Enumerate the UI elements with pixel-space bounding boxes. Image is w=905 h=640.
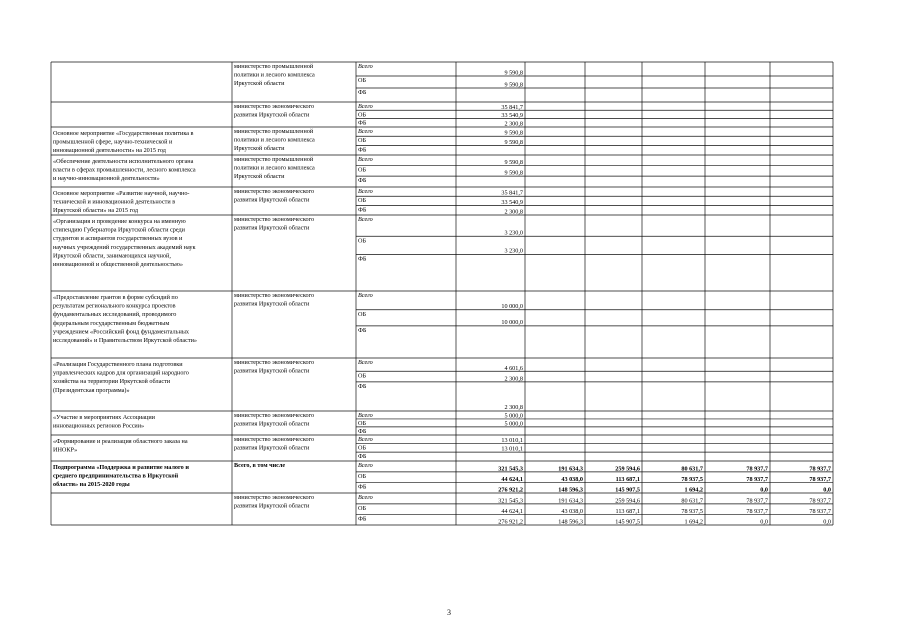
- amount-cell: 9 590,8: [504, 129, 523, 137]
- amount-cell: 321 545,3: [498, 497, 523, 505]
- executor-name: Иркутской области: [234, 80, 285, 88]
- amount-cell: 78 937,7: [746, 475, 768, 483]
- amount-cell: 5 000,0: [504, 412, 523, 420]
- amount-cell: 2 300,8: [504, 120, 523, 128]
- measure-name: Иркутской области» на 2015 год: [53, 207, 139, 215]
- amount-cell: 145 907,5: [615, 518, 640, 526]
- funding-source-label: ФБ: [358, 427, 367, 435]
- amount-cell: 78 937,7: [746, 497, 768, 505]
- measure-name: «Участие в мероприятиях Ассоциации: [53, 414, 155, 421]
- amount-cell: 78 937,5: [681, 475, 703, 483]
- funding-source-label: ФБ: [358, 206, 367, 214]
- funding-source-label: ФБ: [358, 483, 367, 491]
- executor-name: министерство промышленной: [234, 156, 314, 163]
- executor-name: министерство промышленной: [234, 128, 314, 135]
- funding-source-label: ФБ: [358, 515, 367, 523]
- amount-cell: 78 937,5: [681, 507, 703, 515]
- executor-name: политики и лесного комплекса: [234, 136, 315, 144]
- funding-source-label: ОБ: [358, 197, 367, 205]
- funding-source-label: ОБ: [358, 237, 367, 245]
- amount-cell: 148 596,3: [558, 486, 583, 494]
- amount-cell: 1 694,2: [684, 486, 703, 494]
- funding-source-label: ФБ: [358, 146, 367, 154]
- amount-cell: 78 937,7: [746, 465, 768, 473]
- amount-cell: 0,0: [760, 518, 768, 526]
- executor-name: министерство экономического: [234, 216, 315, 223]
- amount-cell: 113 687,1: [615, 475, 640, 483]
- measure-name: федеральным государственным бюджетным: [53, 319, 170, 327]
- executor-name: развития Иркутской области: [234, 420, 310, 428]
- amount-cell: 113 687,1: [615, 507, 640, 515]
- executor-name: министерство экономического: [234, 436, 315, 443]
- amount-cell: 3 230,0: [504, 229, 523, 237]
- amount-cell: 33 540,9: [501, 198, 523, 206]
- amount-cell: 0,0: [823, 486, 831, 494]
- amount-cell: 80 631,7: [681, 497, 703, 505]
- measure-name: студентов и аспирантов государственных вузов и: [53, 235, 183, 243]
- funding-source-label: ОБ: [358, 472, 367, 480]
- executor-name: министерство промышленной: [234, 63, 314, 70]
- measure-name: исследований» и Правительством Иркутской области»: [53, 337, 198, 344]
- amount-cell: 276 921,2: [498, 486, 523, 494]
- executor-name: министерство экономического: [234, 292, 315, 299]
- executor-name: развития Иркутской области: [234, 444, 310, 452]
- funding-source-label: Всего: [358, 462, 373, 469]
- measure-name: ИНОКР»: [53, 446, 78, 454]
- amount-cell: 0,0: [823, 518, 831, 526]
- funding-source-label: ФБ: [358, 326, 367, 334]
- amount-cell: 259 594,6: [615, 497, 640, 505]
- executor-name: развития Иркутской области: [234, 224, 310, 232]
- amount-cell: 191 634,3: [558, 465, 583, 473]
- measure-name: Иркутской области, занимающихся научной,: [53, 252, 171, 260]
- amount-cell: 13 010,1: [501, 445, 523, 453]
- executor-name: министерство экономического: [234, 103, 315, 110]
- funding-source-label: ФБ: [358, 255, 367, 263]
- amount-cell: 9 590,8: [504, 169, 523, 177]
- funding-source-label: Всего: [358, 156, 373, 163]
- amount-cell: 148 596,3: [558, 518, 583, 526]
- measure-name: (Президентская программа)»: [53, 386, 130, 394]
- amount-cell: 35 841,7: [501, 103, 523, 111]
- measure-name: и научно-инновационной деятельности»: [53, 175, 160, 183]
- funding-source-label: Всего: [358, 359, 373, 366]
- executor-name: Иркутской области: [234, 145, 285, 153]
- amount-cell: 0,0: [760, 486, 768, 494]
- executor-name: развития Иркутской области: [234, 300, 310, 308]
- funding-source-label: Всего: [358, 128, 373, 135]
- funding-source-label: ОБ: [358, 137, 367, 145]
- executor-name: министерство экономического: [234, 412, 315, 419]
- amount-cell: 9 590,8: [504, 138, 523, 146]
- amount-cell: 2 300,8: [504, 208, 523, 216]
- amount-cell: 259 594,6: [615, 465, 640, 473]
- executor-name: политики и лесного комплекса: [234, 164, 315, 172]
- funding-source-label: ОБ: [358, 111, 367, 119]
- funding-source-label: Всего: [358, 63, 373, 70]
- measure-name: учреждением «Российский фонд фундаментальных: [53, 328, 190, 336]
- funding-source-label: ФБ: [358, 382, 367, 390]
- amount-cell: 35 841,7: [501, 189, 523, 197]
- measure-name: научных учреждений государственных академий наук: [53, 243, 196, 251]
- amount-cell: 78 937,7: [809, 465, 831, 473]
- measure-name: Основное мероприятие «Государственная политика в: [53, 130, 194, 137]
- measure-name: Основное мероприятие «Развитие научной, научно-: [53, 190, 190, 197]
- measure-name: «Обеспечение деятельности исполнительного органа: [53, 158, 194, 165]
- amount-cell: 43 038,0: [561, 507, 583, 515]
- amount-cell: 1 694,2: [684, 518, 703, 526]
- measure-name: стипендию Губернатора Иркутской области среди: [53, 226, 185, 234]
- amount-cell: 78 937,7: [809, 507, 831, 515]
- funding-source-label: ОБ: [358, 372, 367, 380]
- amount-cell: 191 634,3: [558, 497, 583, 505]
- executor-name: Иркутской области: [234, 173, 285, 181]
- amount-cell: 78 937,7: [809, 475, 831, 483]
- funding-source-label: ФБ: [358, 177, 367, 185]
- measure-name: инновационной деятельности» на 2015 год: [53, 147, 166, 155]
- amount-cell: 145 907,5: [615, 486, 640, 494]
- funding-source-label: Всего: [358, 412, 373, 419]
- measure-name: инновационной и общественной деятельностью»: [53, 261, 183, 268]
- funding-source-label: Всего: [358, 216, 373, 223]
- measure-name: «Организация и проведение конкурса на именную: [53, 218, 186, 225]
- amount-cell: 10 000,0: [501, 302, 523, 310]
- measure-name: области» на 2015-2020 годы: [53, 481, 130, 489]
- amount-cell: 44 624,1: [501, 475, 523, 483]
- executor-name: развития Иркутской области: [234, 502, 310, 510]
- executor-name: министерство экономического: [234, 494, 315, 501]
- amount-cell: 44 624,1: [501, 507, 523, 515]
- amount-cell: 3 230,0: [504, 247, 523, 255]
- funding-source-label: ФБ: [358, 453, 367, 461]
- amount-cell: 33 540,9: [501, 112, 523, 119]
- amount-cell: 9 590,8: [504, 69, 523, 77]
- measure-name: фундаментальных исследований, проводимого: [53, 311, 177, 319]
- executor-name: развития Иркутской области: [234, 367, 310, 375]
- amount-cell: 4 601,6: [504, 364, 523, 372]
- amount-cell: 10 000,0: [501, 318, 523, 326]
- executor-name: развития Иркутской области: [234, 111, 310, 119]
- amount-cell: 80 631,7: [681, 465, 703, 473]
- funding-source-label: Всего: [358, 103, 373, 110]
- executor-name: Всего, в том числе: [234, 462, 286, 469]
- measure-name: промышленной сфере, научно-технической и: [53, 138, 173, 146]
- funding-source-label: Всего: [358, 494, 373, 501]
- funding-source-label: Всего: [358, 188, 373, 195]
- funding-source-label: ОБ: [358, 310, 367, 318]
- measure-name: управленческих кадров для организаций народного: [53, 369, 189, 377]
- funding-source-label: ОБ: [358, 419, 367, 427]
- amount-cell: 5 000,0: [504, 420, 523, 428]
- funding-source-label: Всего: [358, 292, 373, 299]
- executor-name: министерство экономического: [234, 188, 315, 195]
- amount-cell: 78 937,7: [746, 507, 768, 515]
- amount-cell: 2 300,8: [504, 404, 523, 411]
- amount-cell: 321 545,3: [498, 465, 523, 473]
- amount-cell: 43 038,0: [561, 475, 583, 483]
- funding-source-label: ОБ: [358, 77, 367, 84]
- amount-cell: 78 937,7: [809, 497, 831, 505]
- measure-name: технической и инновационной деятельности в: [53, 198, 176, 206]
- amount-cell: 9 590,8: [504, 159, 523, 167]
- funding-source-label: Всего: [358, 436, 373, 443]
- funding-source-label: ФБ: [358, 89, 367, 96]
- measure-name: «Предоставление грантов в форме субсидий по: [53, 294, 178, 301]
- measure-name: Подпрограмма «Поддержка и развитие малого и: [53, 464, 189, 471]
- funding-source-label: ОБ: [358, 444, 367, 452]
- amount-cell: 9 590,8: [504, 81, 523, 89]
- funding-source-label: ОБ: [358, 166, 367, 174]
- measure-name: среднего предпринимательства в Иркутской: [53, 472, 179, 480]
- funding-source-label: ФБ: [358, 119, 367, 127]
- measure-name: власти в сферах промышленности, лесного комплекса: [53, 166, 196, 174]
- measure-name: «Формирование и реализация областного заказа на: [53, 438, 188, 445]
- page-number: 3: [447, 608, 451, 617]
- measure-name: инновационных регионов России»: [53, 422, 145, 430]
- measure-name: хозяйства на территории Иркутской области: [53, 378, 171, 386]
- measure-name: результатам регионального конкурса проектов: [53, 302, 176, 310]
- measure-name: «Реализация Государственного плана подготовки: [53, 361, 183, 368]
- executor-name: развития Иркутской области: [234, 196, 310, 204]
- executor-name: министерство экономического: [234, 359, 315, 366]
- executor-name: политики и лесного комплекса: [234, 71, 315, 79]
- amount-cell: 13 010,1: [501, 437, 523, 445]
- amount-cell: 2 300,8: [504, 375, 523, 383]
- amount-cell: 276 921,2: [498, 518, 523, 526]
- funding-source-label: ОБ: [358, 504, 367, 512]
